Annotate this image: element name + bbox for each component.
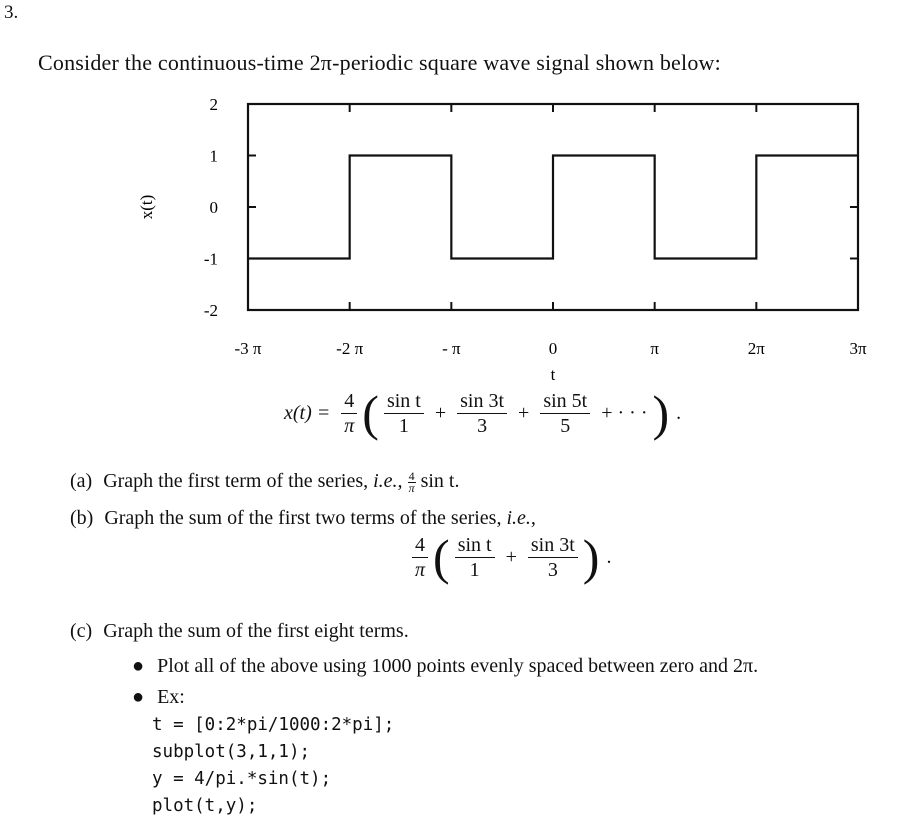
series-tail: + · · · (601, 401, 648, 424)
series-equation (284, 385, 687, 441)
part-a-frac-num: 4 (408, 468, 415, 483)
part-a-frac-den: π (408, 480, 415, 495)
left-paren: ( (362, 385, 379, 441)
problem-number: 3. (4, 2, 19, 23)
x-axis-label: t (550, 365, 556, 384)
code-line: t = [0:2*pi/1000:2*pi]; (152, 715, 395, 735)
term3-denominator: 5 (560, 414, 571, 437)
part-b-equation (412, 529, 617, 585)
equation-end: . (676, 401, 682, 424)
coef-denominator: π (344, 414, 355, 437)
part-b-label: (b) (70, 507, 94, 529)
term2-fraction (457, 389, 507, 438)
b-left-paren: ( (433, 529, 450, 585)
part-c-label: (c) (70, 620, 93, 642)
b-plus-sign: + (505, 545, 517, 568)
b-coef-fraction (412, 533, 428, 582)
bullet-2 (132, 686, 185, 709)
square-wave-line (248, 156, 858, 259)
part-a-fraction (408, 468, 416, 495)
plus-sign: + (518, 401, 530, 424)
part-c (70, 620, 409, 643)
coef-numerator: 4 (341, 389, 357, 414)
bullet-2-text: Ex: (157, 686, 185, 708)
x-tick-label: 0 (548, 339, 558, 358)
b-term2-denominator: 3 (547, 558, 558, 581)
part-a-tail: sin t. (420, 470, 460, 492)
x-tick-label: - π (442, 339, 461, 358)
x-tick-label: 3π (849, 339, 867, 358)
y-tick-label: 0 (209, 198, 218, 217)
b-coef-denominator: π (415, 558, 426, 581)
b-term2-numerator: sin 3t (528, 533, 578, 558)
part-a (70, 470, 459, 494)
part-a-ie: i.e., (373, 470, 403, 492)
y-tick-label: -2 (203, 301, 218, 320)
code-example (152, 712, 394, 820)
x-tick-label: 2π (747, 339, 765, 358)
equation-lhs: x(t) = (284, 401, 331, 424)
bullet-dot: ● (132, 655, 145, 677)
right-paren: ) (652, 385, 670, 441)
part-b-ie: i.e., (506, 507, 536, 529)
part-b-text: Graph the sum of the first two terms of the series, (104, 507, 502, 529)
term3-numerator: sin 5t (540, 389, 590, 414)
x-tick-label: -3 π (234, 339, 262, 358)
code-line: subplot(3,1,1); (152, 742, 311, 762)
bullet-1 (132, 655, 758, 678)
term2-numerator: sin 3t (457, 389, 507, 414)
b-term1-fraction (455, 533, 495, 582)
part-b (70, 507, 536, 530)
b-equation-end: . (606, 545, 612, 568)
plus-sign: + (434, 401, 447, 424)
term2-denominator: 3 (477, 414, 488, 437)
intro-text: Consider the continuous-time 2π-periodic square wave signal shown below: (38, 50, 721, 75)
square-wave-chart (0, 0, 913, 400)
y-tick-label: 1 (209, 146, 218, 166)
b-term2-fraction (528, 533, 578, 582)
b-term1-denominator: 1 (469, 558, 480, 581)
part-a-label: (a) (70, 470, 93, 492)
bullet-1-text: Plot all of the above using 1000 points evenly spaced between zero and 2π. (157, 655, 759, 677)
part-c-text: Graph the sum of the first eight terms. (103, 620, 409, 642)
coef-fraction (341, 389, 357, 438)
x-tick-label: -2 π (336, 339, 364, 358)
b-term1-numerator: sin t (455, 533, 495, 558)
b-right-paren: ) (582, 529, 600, 585)
code-line: y = 4/pi.*sin(t); (152, 769, 332, 789)
y-tick-label: -1 (203, 249, 218, 269)
part-a-text: Graph the first term of the series, (103, 470, 369, 492)
code-line: plot(t,y); (152, 796, 258, 816)
term3-fraction (540, 389, 590, 438)
y-axis-label: x(t) (137, 194, 156, 220)
term1-denominator: 1 (398, 414, 409, 437)
term1-fraction (384, 389, 424, 438)
x-tick-label: π (650, 339, 659, 358)
b-coef-numerator: 4 (412, 533, 428, 558)
y-tick-label: 2 (209, 95, 218, 114)
bullet-dot: ● (132, 686, 145, 708)
term1-numerator: sin t (384, 389, 424, 414)
